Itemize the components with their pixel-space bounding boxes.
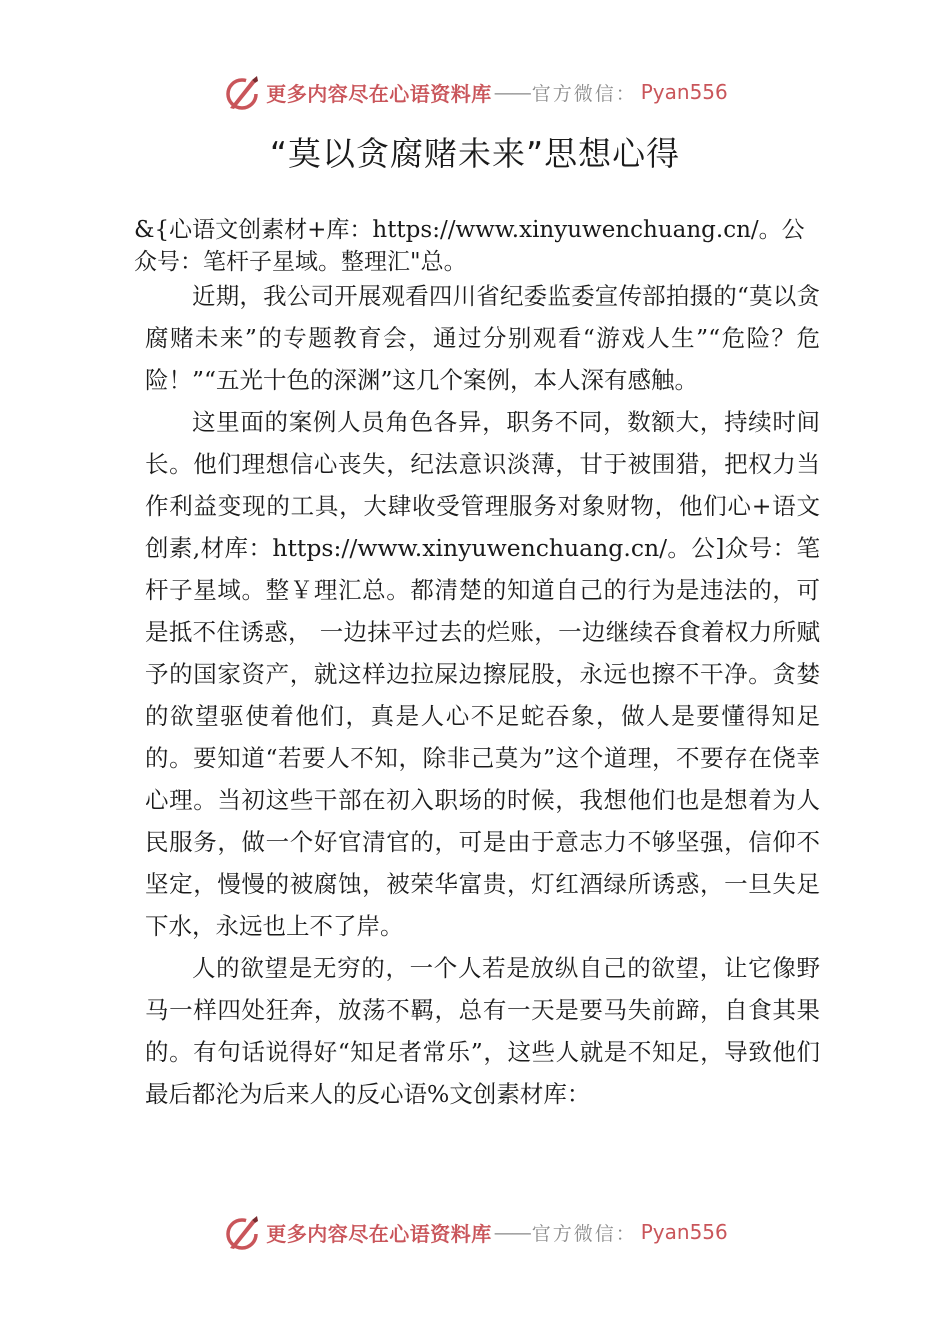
paragraph: 人的欲望是无穷的，一个人若是放纵自己的欲望，让它像野马一样四处狂奔，放荡不羁，总有一天是要马失前蹄，自食其果的。有句话说得好“知足者常乐”，这些人就是不知足，导致他们最后都沦为后来人的反心语%文创素材库： [145,954,820,1108]
banner-separator: —— [493,1220,530,1244]
pen-logo-icon [222,72,262,112]
document-title: “莫以贪腐赌未来”思想心得 [269,134,681,173]
banner-text: 更多内容尽在心语资料库 [266,81,492,106]
footer-banner [0,1212,950,1252]
banner-wechat-id: Pyan556 [640,1220,728,1244]
header-banner [0,72,950,112]
banner-wechat-label: 官方微信： [531,82,637,105]
source-note: &{心语文创素材+库：https://www.xinyuwenchuang.cn/。公众号：笔杆子星域。整理汇"总。 [134,217,805,275]
document-body [145,275,820,1115]
pen-logo-icon [222,1212,262,1252]
paragraph: 近期，我公司开展观看四川省纪委监委宣传部拍摄的“莫以贪腐赌未来”的专题教育会，通过分别观看“游戏人生”“危险？危险！”“五光十色的深渊”这几个案例，本人深有感触。 [145,282,820,394]
banner-text: 更多内容尽在心语资料库 [266,1221,492,1246]
banner-separator: —— [493,80,530,104]
paragraph: 这里面的案例人员角色各异，职务不同，数额大，持续时间长。他们理想信心丧失，纪法意识淡薄，甘于被围猎，把权力当作利益变现的工具，大肆收受管理服务对象财物，他们心+语文创素,材库：https://www.xinyuwenchuang.cn/。公]众号：笔杆子星域。整￥理汇总。都清楚的知道自己的行为是违法的，可是抵不住诱惑， 一边抹平过去的烂账，一边继续吞食着权力所赋予的国家资产，就这样边拉屎边擦屁股，永远也擦不干净。贪婪的欲望驱使着他们，真是人心不足蛇吞象，做人是要懂得知足的。要知道“若要人不知，除非己莫为”这个道理，不要存在侥幸心理。当初这些干部在初入职场的时候，我想他们也是想着为人民服务，做一个好官清官的，可是由于意志力不够坚强，信仰不坚定，慢慢的被腐蚀，被荣华富贵，灯红酒绿所诱惑，一旦失足下水，永远也上不了岸。 [145,408,820,940]
banner-wechat-id: Pyan556 [640,80,728,104]
banner-wechat-label: 官方微信： [531,1222,637,1245]
